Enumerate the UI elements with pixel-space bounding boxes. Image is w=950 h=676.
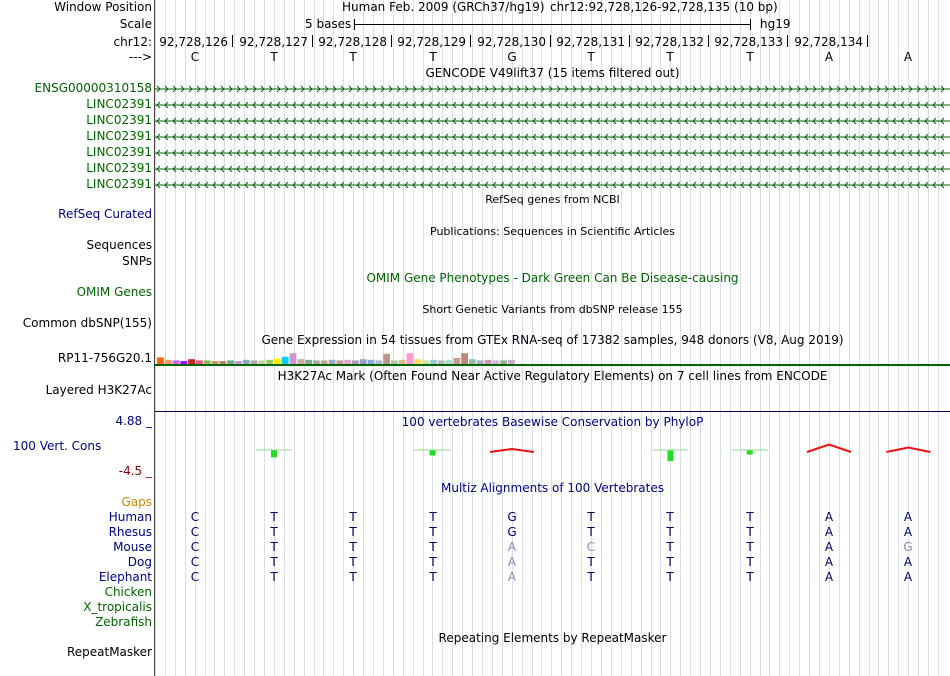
- gtex-tissue-bar[interactable]: [500, 360, 507, 364]
- alignment-base: A: [903, 555, 913, 569]
- gtex-tissue-bar[interactable]: [461, 353, 468, 364]
- alignment-base: A: [903, 510, 913, 524]
- coordinate-tick: [867, 35, 868, 47]
- reference-base: T: [429, 50, 437, 64]
- reference-base: G: [507, 50, 517, 64]
- gtex-tissue-bar[interactable]: [453, 358, 460, 364]
- alignment-base: T: [349, 570, 357, 584]
- coordinate-label: 92,728,126: [159, 35, 228, 49]
- h3k27ac-track-title[interactable]: H3K27Ac Mark (Often Found Near Active Regulatory Elements) on 7 cell lines from ENCODE: [277, 369, 828, 383]
- reference-base: T: [270, 50, 278, 64]
- gtex-tissue-bar[interactable]: [430, 360, 437, 364]
- alignment-base: T: [429, 525, 437, 539]
- omim-track-title[interactable]: OMIM Gene Phenotypes - Dark Green Can Be Disease-causing: [366, 271, 739, 285]
- reference-base: A: [824, 50, 834, 64]
- repeatmasker-track-label[interactable]: RepeatMasker: [66, 645, 152, 659]
- gtex-tissue-bar[interactable]: [274, 359, 281, 364]
- alignment-base: T: [666, 510, 674, 524]
- gtex-tissue-bar[interactable]: [438, 360, 445, 364]
- phylop-max-label: 4.88 _: [115, 414, 152, 428]
- gtex-tissue-bar[interactable]: [219, 361, 226, 364]
- alignment-base: C: [190, 555, 200, 569]
- gtex-tissue-bar[interactable]: [407, 353, 414, 364]
- dbsnp-track-title[interactable]: Short Genetic Variants from dbSNP release 155: [422, 303, 683, 316]
- alignment-base: T: [349, 555, 357, 569]
- alignment-base: C: [190, 525, 200, 539]
- gtex-tissue-bar[interactable]: [446, 360, 453, 364]
- gencode-gene-label[interactable]: LINC02391: [86, 97, 152, 111]
- repeatmasker-track-title[interactable]: Repeating Elements by RepeatMasker: [438, 631, 667, 645]
- alignment-base: A: [824, 540, 834, 554]
- strand-label: --->: [128, 50, 152, 64]
- gtex-tissue-bar[interactable]: [321, 360, 328, 364]
- alignment-base: G: [507, 525, 517, 539]
- reference-base: T: [666, 50, 674, 64]
- scale-db-text: hg19: [760, 17, 791, 31]
- alignment-base: T: [746, 540, 754, 554]
- coordinate-label: 92,728,128: [318, 35, 387, 49]
- gtex-tissue-bar[interactable]: [508, 360, 515, 364]
- gtex-tissue-bar[interactable]: [368, 360, 375, 364]
- alignment-base: A: [824, 510, 834, 524]
- alignment-base: C: [190, 540, 200, 554]
- gtex-tissue-bar[interactable]: [375, 360, 382, 364]
- refseq-track-label[interactable]: RefSeq Curated: [58, 207, 152, 221]
- gtex-tissue-bar[interactable]: [173, 360, 180, 364]
- refseq-track-title[interactable]: RefSeq genes from NCBI: [485, 193, 620, 206]
- coordinate-label: 92,728,130: [477, 35, 546, 49]
- phylop-score-peak[interactable]: [490, 449, 534, 452]
- gencode-gene-line[interactable]: [155, 132, 950, 142]
- scale-bar-left-tick: [354, 19, 355, 30]
- alignment-base: T: [429, 540, 437, 554]
- scale-bar: [354, 24, 751, 25]
- gencode-gene-line[interactable]: [155, 148, 950, 158]
- gtex-tissue-bar[interactable]: [313, 360, 320, 364]
- gtex-tissue-bar[interactable]: [188, 359, 195, 364]
- phylop-score-bar[interactable]: [271, 450, 277, 457]
- phylop-conservation-chart[interactable]: [155, 430, 950, 470]
- species-label[interactable]: Elephant: [98, 570, 152, 584]
- h3k27ac-track-label[interactable]: Layered H3K27Ac: [45, 383, 152, 397]
- chrom-label: chr12:: [113, 35, 152, 49]
- phylop-score-bar[interactable]: [430, 450, 436, 456]
- coordinate-label: 92,728,134: [794, 35, 863, 49]
- alignment-base: A: [507, 540, 517, 554]
- gtex-tissue-bar[interactable]: [469, 359, 476, 364]
- position-text: chr12:92,728,126-92,728,135 (10 bp): [550, 0, 778, 14]
- alignment-base: T: [746, 555, 754, 569]
- phylop-track-title[interactable]: 100 vertebrates Basewise Conservation by PhyloP: [401, 415, 704, 429]
- alignment-base: A: [507, 555, 517, 569]
- omim-track-label[interactable]: OMIM Genes: [76, 285, 152, 299]
- species-label[interactable]: Human: [108, 510, 152, 524]
- scale-label: Scale: [119, 17, 152, 31]
- alignment-base: C: [190, 510, 200, 524]
- coordinate-label: 92,728,132: [635, 35, 704, 49]
- species-label[interactable]: Zebrafish: [95, 615, 152, 629]
- alignment-base: C: [586, 540, 596, 554]
- gtex-tissue-bar[interactable]: [383, 354, 390, 364]
- gaps-label: Gaps: [121, 495, 152, 509]
- gtex-tissue-bar[interactable]: [360, 359, 367, 364]
- gtex-tissue-bar[interactable]: [391, 360, 398, 364]
- gtex-tissue-bar[interactable]: [297, 359, 304, 364]
- gtex-tissue-bar[interactable]: [477, 360, 484, 364]
- species-label[interactable]: Mouse: [113, 540, 152, 554]
- gtex-tissue-bar[interactable]: [258, 360, 265, 364]
- gtex-tissue-bar[interactable]: [399, 360, 406, 364]
- gencode-gene-line[interactable]: [155, 180, 950, 190]
- alignment-base: A: [824, 570, 834, 584]
- phylop-score-bar[interactable]: [747, 450, 753, 455]
- gtex-tissue-bar[interactable]: [196, 360, 203, 364]
- gencode-track-title[interactable]: GENCODE V49lift37 (15 items filtered out): [425, 66, 680, 80]
- alignment-base: T: [746, 570, 754, 584]
- multiz-track-title[interactable]: Multiz Alignments of 100 Vertebrates: [440, 481, 665, 495]
- gtex-tissue-bar[interactable]: [352, 360, 359, 364]
- alignment-base: A: [824, 525, 834, 539]
- scale-bar-right-tick: [750, 19, 751, 30]
- gtex-tissue-bar[interactable]: [290, 353, 297, 364]
- reference-base: T: [349, 50, 357, 64]
- alignment-base: C: [190, 570, 200, 584]
- scale-text: 5 bases: [305, 17, 352, 31]
- gencode-gene-label[interactable]: LINC02391: [86, 161, 152, 175]
- alignment-base: T: [270, 570, 278, 584]
- gtex-track-title[interactable]: Gene Expression in 54 tissues from GTEx RNA-seq of 17382 samples, 948 donors (V8, Aug 2019): [261, 333, 844, 347]
- alignment-base: T: [746, 510, 754, 524]
- gtex-tissue-bar[interactable]: [414, 359, 421, 364]
- alignment-base: T: [746, 525, 754, 539]
- alignment-base: T: [270, 525, 278, 539]
- gtex-tissue-bar[interactable]: [266, 360, 273, 364]
- window-position-label: Window Position: [54, 0, 152, 14]
- reference-base: T: [746, 50, 754, 64]
- gtex-tissue-bar[interactable]: [227, 360, 234, 364]
- gtex-tissue-bar[interactable]: [212, 361, 219, 364]
- alignment-base: T: [429, 510, 437, 524]
- gencode-gene-label[interactable]: LINC02391: [86, 129, 152, 143]
- gtex-expression-chart[interactable]: [155, 348, 950, 368]
- gtex-tissue-bar[interactable]: [344, 360, 351, 364]
- alignment-base: T: [349, 540, 357, 554]
- gtex-tissue-bar[interactable]: [243, 360, 250, 364]
- assembly-text: Human Feb. 2009 (GRCh37/hg19): [342, 0, 545, 14]
- alignment-base: A: [824, 555, 834, 569]
- snps-track-label[interactable]: SNPs: [122, 254, 152, 268]
- phylop-score-bar[interactable]: [667, 450, 673, 461]
- alignment-base: T: [666, 570, 674, 584]
- gencode-gene-line[interactable]: [155, 116, 950, 126]
- alignment-base: G: [903, 540, 913, 554]
- gtex-track-label[interactable]: RP11-756G20.1: [57, 351, 152, 365]
- alignment-base: T: [666, 540, 674, 554]
- gtex-tissue-bar[interactable]: [282, 357, 289, 364]
- gencode-gene-label[interactable]: LINC02391: [86, 177, 152, 191]
- gtex-baseline: [155, 364, 950, 366]
- coordinate-label: 92,728,127: [239, 35, 308, 49]
- alignment-base: T: [349, 510, 357, 524]
- species-label[interactable]: Dog: [127, 555, 152, 569]
- alignment-base: T: [587, 510, 595, 524]
- phylop-min-label: -4.5 _: [118, 464, 152, 478]
- alignment-base: G: [507, 510, 517, 524]
- gtex-tissue-bar[interactable]: [235, 361, 242, 364]
- reference-base: T: [587, 50, 595, 64]
- alignment-base: T: [429, 555, 437, 569]
- h3k27ac-baseline: [155, 411, 950, 412]
- coordinate-label: 92,728,133: [714, 35, 783, 49]
- alignment-base: A: [903, 525, 913, 539]
- gencode-gene-line[interactable]: [155, 164, 950, 174]
- alignment-base: T: [270, 555, 278, 569]
- alignment-base: T: [349, 525, 357, 539]
- phylop-track-label[interactable]: 100 Vert. Cons: [13, 439, 102, 453]
- coordinate-label: 92,728,129: [397, 35, 466, 49]
- gtex-tissue-bar[interactable]: [251, 360, 258, 364]
- gtex-tissue-bar[interactable]: [485, 360, 492, 364]
- gtex-tissue-bar[interactable]: [336, 360, 343, 364]
- alignment-base: A: [903, 570, 913, 584]
- alignment-base: T: [587, 555, 595, 569]
- species-label[interactable]: Chicken: [104, 585, 152, 599]
- reference-base: A: [903, 50, 913, 64]
- publications-track-title[interactable]: Publications: Sequences in Scientific Articles: [430, 225, 675, 238]
- gtex-tissue-bar[interactable]: [157, 357, 164, 364]
- reference-base: C: [190, 50, 200, 64]
- gencode-gene-line[interactable]: [155, 84, 950, 94]
- alignment-base: T: [270, 540, 278, 554]
- alignment-base: A: [507, 570, 517, 584]
- gtex-tissue-bar[interactable]: [492, 360, 499, 364]
- species-label[interactable]: X_tropicalis: [83, 600, 152, 614]
- alignment-base: T: [666, 525, 674, 539]
- gencode-gene-label[interactable]: LINC02391: [86, 113, 152, 127]
- coordinate-label: 92,728,131: [556, 35, 625, 49]
- gencode-gene-line[interactable]: [155, 100, 950, 110]
- gtex-tissue-bar[interactable]: [422, 360, 429, 364]
- sequences-track-label[interactable]: Sequences: [86, 238, 152, 252]
- alignment-base: T: [429, 570, 437, 584]
- gtex-tissue-bar[interactable]: [305, 360, 312, 364]
- alignment-base: T: [270, 510, 278, 524]
- gencode-gene-label[interactable]: LINC02391: [86, 145, 152, 159]
- gtex-tissue-bar[interactable]: [204, 360, 211, 364]
- gtex-tissue-bar[interactable]: [329, 360, 336, 364]
- gtex-tissue-bar[interactable]: [165, 360, 172, 364]
- alignment-base: T: [587, 525, 595, 539]
- alignment-base: T: [587, 570, 595, 584]
- phylop-score-peak[interactable]: [886, 448, 930, 453]
- dbsnp-track-label[interactable]: Common dbSNP(155): [22, 316, 152, 330]
- phylop-score-peak[interactable]: [807, 445, 851, 453]
- gtex-tissue-bar[interactable]: [180, 361, 187, 364]
- gencode-gene-label[interactable]: ENSG00000310158: [34, 81, 152, 95]
- alignment-base: T: [666, 555, 674, 569]
- species-label[interactable]: Rhesus: [108, 525, 152, 539]
